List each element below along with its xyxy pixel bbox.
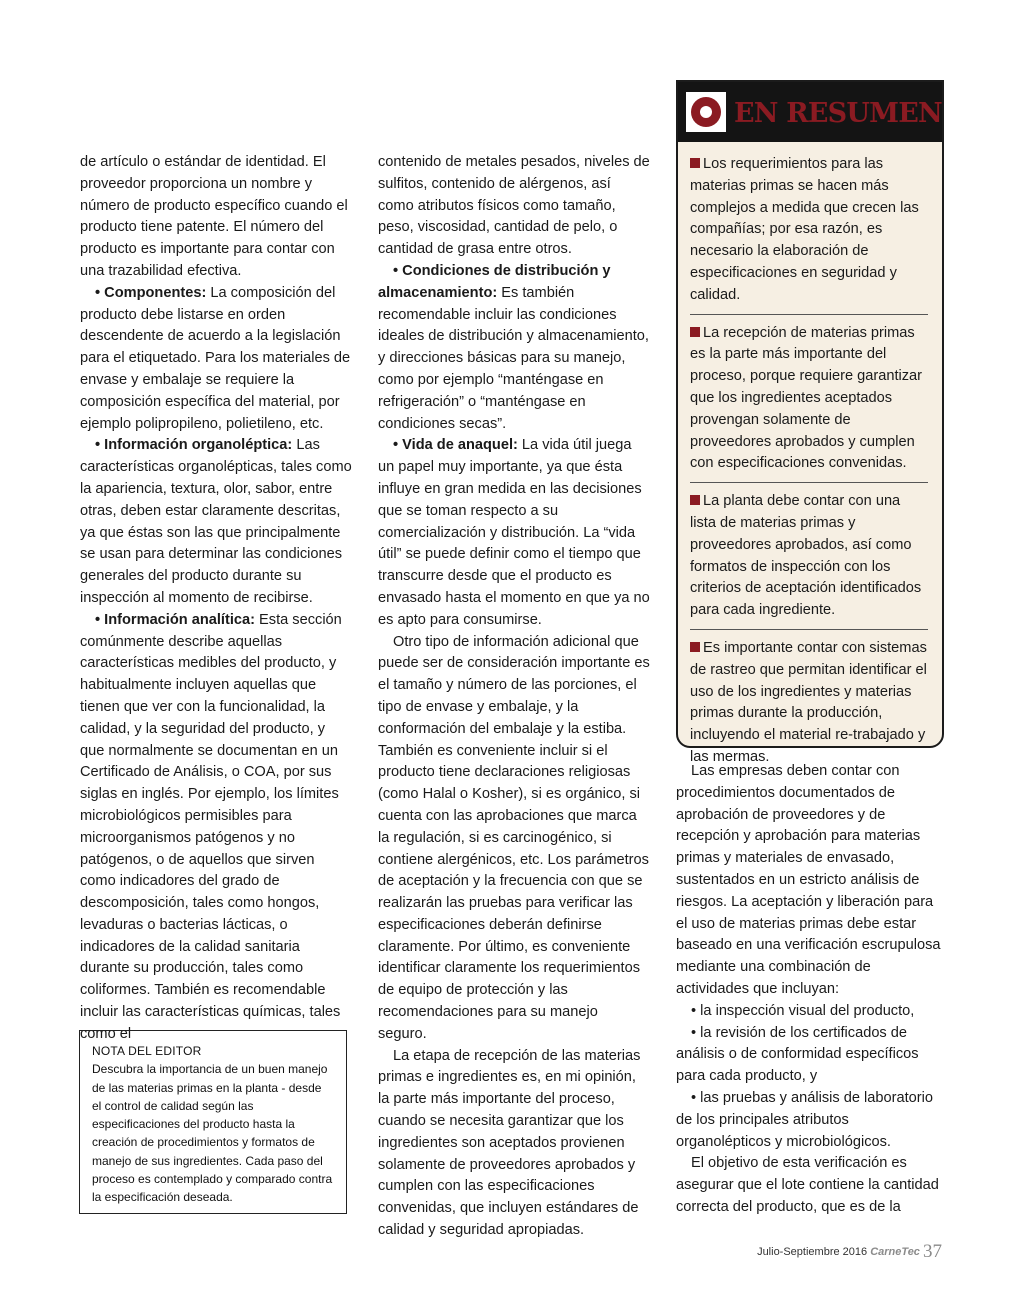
paragraph: contenido de metales pesados, niveles de sulfitos, contenido de alérgenos, así como atributos físicos como tamaño, peso, viscosidad, cantidad de pelo, o cantidad de grasa entre otros.	[378, 154, 650, 258]
article-column-2	[378, 152, 650, 1242]
summary-item: La planta debe contar con una lista de materias primas y proveedores aprobados, así como formatos de inspección con los criterios de aceptación identificados para cada ingrediente.	[690, 483, 928, 630]
bullet-square-icon	[690, 327, 700, 337]
page-number: 37	[923, 1241, 942, 1262]
bullet-square-icon	[690, 158, 700, 168]
paragraph-text: La composición del producto debe listarse en orden descendente de acuerdo a la legislación para el etiquetado. Para los materiales de envase y embalaje se requiere la composición específica del material, por ejemplo polipropileno, polietileno, etc.	[80, 284, 351, 432]
summary-list	[678, 142, 942, 776]
summary-box	[676, 80, 944, 765]
bullet-item: • las pruebas y análisis de laboratorio de los principales atributos organolépticos y microbiológicos.	[676, 1089, 933, 1150]
paragraph: La etapa de recepción de las materias primas e ingredientes es, en mi opinión, la parte más importante del proceso, cuando se necesita garantizar que los ingredientes son aceptados provienen solamente de proveedores aprobados y cumplen con las especificaciones convenidas, que incluyen estándares de calidad y seguridad apropiadas.	[378, 1047, 641, 1239]
lead-label: • Componentes:	[95, 284, 207, 301]
summary-item: Los requerimientos para las materias primas se hacen más complejos a medida que crecen las compañías; por esa razón, es necesario la elaboración de especificaciones en seguridad y calidad.	[690, 154, 928, 315]
paragraph-text: Las características organolépticas, tales como la apariencia, textura, olor, sabor, entre otras, deben estar claramente descritas, ya que éstas son las que principalmente se usan para determinar las condiciones generales del producto durante su inspección al momento de recibirse.	[80, 437, 352, 606]
summary-title: EN RESUMEN	[734, 98, 942, 129]
paragraph: Otro tipo de información adicional que puede ser de consideración importante es el tamaño y número de las porciones, el tipo de envase y embalaje, y la conformación del embalaje y la estiba. También es conveniente incluir si el producto tiene declaraciones religiosas (como Halal o Kosher), si es orgánico, si cuenta con las aprobaciones que marca la regulación, si es carcinogénico, si contiene alergénicos, etc. Los parámetros de aceptación y la frecuencia con que se realizarán las pruebas para verificar las especificaciones deberán definirse claramente. Por último, es conveniente identificar claramente los requerimientos de equipo de protección y las recomendaciones para su manejo seguro.	[378, 633, 650, 1042]
paragraph-distribucion	[378, 261, 650, 435]
paragraph: Las empresas deben contar con procedimientos documentados de aprobación de proveedores y de recepción y aprobación para materias primas y materiales de envasado, sustentados en un estricto análisis de riesgos. La aceptación y liberación para el uso de materias primas debe estar baseado en una verificación escrupulosa mediante una combinación de actividades que incluyan:	[676, 763, 941, 997]
page-footer	[757, 1241, 942, 1263]
article-column-3	[676, 761, 946, 1219]
summary-item: La recepción de materias primas es la parte más importante del proceso, porque requiere garantizar que los ingredientes aceptados provengan solamente de proveedores aprobados y cumplen con especificaciones convenidas.	[690, 315, 928, 484]
editor-note-title: NOTA DEL EDITOR	[92, 1044, 202, 1058]
paragraph-analitica	[80, 610, 352, 1046]
bullet-square-icon	[690, 495, 700, 505]
paragraph: de artículo o estándar de identidad. El proveedor proporciona un nombre y número de producto específico cuando el producto tiene patente. El número del producto es importante para contar con una trazabilidad efectiva.	[80, 154, 348, 279]
paragraph: El objetivo de esta verificación es asegurar que el lote contiene la cantidad correcta del producto, que es de la	[676, 1155, 939, 1215]
lead-label: • Condiciones de distribución y almacenamiento:	[378, 262, 611, 301]
editor-note-text: Descubra la importancia de un buen manejo de las materias primas en la planta - desde el control de calidad según las especificaciones del producto hasta la creación de procedimientos y formatos de manejo de sus ingredientes. Cada paso del proceso es contemplado y comparado contra la especificación deseada.	[92, 1062, 333, 1205]
editor-note-box	[79, 1030, 347, 1214]
bullet-item: • la inspección visual del producto,	[691, 1002, 915, 1019]
issue-date: Julio-Septiembre 2016	[757, 1246, 868, 1258]
bullet-square-icon	[690, 642, 700, 652]
article-column-1	[80, 152, 352, 1046]
paragraph-text: La vida útil juega un papel muy importante, ya que ésta influye en gran medida en las decisiones que se toman respecto a su comercialización y distribución. La “vida útil” se puede definir como el tiempo que transcurre desde que el producto es envasado hasta el momento en que ya no es apto para consumirse.	[378, 437, 650, 628]
magazine-brand: CarneTec	[870, 1246, 920, 1258]
lead-label: • Información analítica:	[95, 611, 255, 628]
paragraph-vida-anaquel	[378, 435, 650, 631]
paragraph-componentes	[80, 283, 352, 436]
summary-header	[678, 82, 942, 142]
bullet-item: • la revisión de los certificados de análisis o de conformidad específicos para cada producto, y	[676, 1024, 919, 1085]
summary-item: Es importante contar con sistemas de rastreo que permitan identificar el uso de los ingredientes y materias primas durante la producción, incluyendo el material re-trabajado y las mermas.	[690, 639, 927, 765]
paragraph-text: Esta sección comúnmente describe aquellas características medibles del producto, y habitualmente incluyen aquellas que tienen que ver con la funcionalidad, la calidad, y la seguridad del producto, y que normalmente se documentan en un Certificado de Análisis, o COA, por sus siglas en inglés. Por ejemplo, los límites microbiológicos permisibles para microorganismos patógenos y no patógenos, o de aquellos que sirven como indicadores del grado de descomposición, tales como hongos, levaduras o bacterias lácticas, o indicadores de la calidad sanitaria durante su producción, tales como coliformes. También es recomendable incluir las características químicas, tales como el	[80, 611, 342, 1042]
lead-label: • Información organoléptica:	[95, 437, 293, 454]
lead-label: • Vida de anaquel:	[393, 437, 518, 454]
paragraph-text: Es también recomendable incluir las condiciones ideales de distribución y almacenamiento, y direcciones básicas para su manejo, como por ejemplo “manténgase en refrigeración” o “manténgase en condiciones secas”.	[378, 284, 649, 432]
paragraph-organoleptica	[80, 435, 352, 609]
target-logo-icon	[686, 92, 726, 132]
